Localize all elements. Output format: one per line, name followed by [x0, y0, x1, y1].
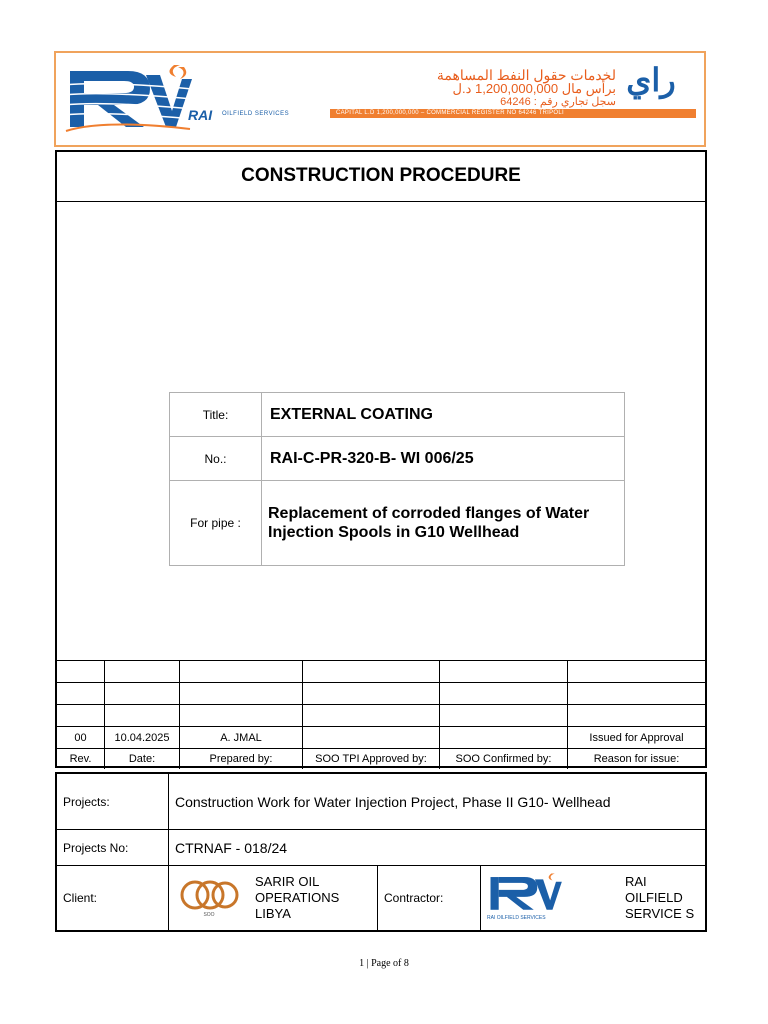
document-info-table [169, 392, 625, 566]
date-cell [105, 705, 180, 726]
rai-small-logo-text: RAI OILFIELD SERVICES [487, 915, 546, 921]
info-row-number [170, 437, 624, 481]
confirmed-cell [440, 683, 568, 704]
client-row [57, 866, 705, 930]
projects-no-label: Projects No: [57, 830, 169, 865]
tpi-approved-cell [303, 683, 440, 704]
arabic-company-line3: سجل تجاري رقم : 64246 [500, 96, 616, 108]
rev-header: Rev. [57, 749, 105, 769]
reason-cell [568, 661, 705, 682]
rev-cell [57, 683, 105, 704]
soo-emblem-icon [179, 878, 239, 912]
confirmed-cell [440, 661, 568, 682]
arabic-company-line2: برأس مال 1,200,000,000 د.ل [452, 81, 616, 96]
contractor-name: RAI OILFIELD SERVICE S [625, 874, 695, 921]
company-header-banner [54, 51, 706, 147]
rai-name: RAI [188, 107, 213, 123]
confirmed-header: SOO Confirmed by: [440, 749, 568, 769]
info-row-title [170, 393, 624, 437]
rev-cell: 00 [57, 727, 105, 748]
rai-subtitle: OILFIELD SERVICES [222, 111, 290, 117]
rai-logo-icon [64, 65, 194, 135]
document-number: RAI-C-PR-320-B- WI 006/25 [270, 450, 474, 467]
tpi-approved-header: SOO TPI Approved by: [303, 749, 440, 769]
table-row [57, 705, 705, 727]
page-number: 1 | Page of 8 [359, 958, 409, 969]
contractor-logo-cell [481, 866, 619, 930]
arabic-brand-mark: راي [626, 62, 676, 98]
date-header: Date: [105, 749, 180, 769]
info-row-pipe [170, 481, 624, 565]
prepared-header: Prepared by: [180, 749, 303, 769]
info-label: Title: [170, 393, 262, 436]
pipe-description: Replacement of corroded flanges of Water Injection Spools in G10 Wellhead [268, 505, 590, 541]
rai-emblem-icon [487, 871, 563, 917]
rai-small-logo-icon [487, 871, 563, 925]
projects-label: Projects: [57, 774, 169, 829]
arabic-company-line1: لخدمات حقول النفط المساهمة [436, 67, 616, 83]
contractor-label: Contractor: [377, 866, 481, 930]
prepared-cell [180, 705, 303, 726]
tpi-approved-cell [303, 727, 440, 748]
soo-logo-text: SOO [203, 912, 215, 918]
capital-strip-text: CAPITAL L.D 1,200,000,000 – COMMERCIAL REGISTER NO 64246 TRIPOLI [336, 110, 564, 116]
projects-no-value: CTRNAF - 018/24 [175, 839, 288, 856]
projects-no-row [57, 830, 705, 866]
confirmed-cell [440, 727, 568, 748]
client-cell [169, 866, 377, 930]
projects-value: Construction Work for Water Injection Project, Phase II G10- Wellhead [175, 793, 611, 810]
rev-cell [57, 705, 105, 726]
client-name: SARIR OIL OPERATIONS LIBYA [255, 874, 340, 921]
date-cell [105, 683, 180, 704]
info-label: No.: [170, 437, 262, 480]
reason-cell [568, 683, 705, 704]
table-row [57, 661, 705, 683]
reason-header: Reason for issue: [593, 753, 680, 765]
project-table [55, 772, 707, 932]
prepared-cell [180, 661, 303, 682]
reason-cell: Issued for Approval [589, 731, 684, 744]
prepared-cell: A. JMAL [180, 727, 303, 748]
document-heading: CONSTRUCTION PROCEDURE [57, 152, 705, 202]
date-cell [105, 661, 180, 682]
document-frame [55, 150, 707, 768]
rev-cell [57, 661, 105, 682]
document-title: EXTERNAL COATING [270, 406, 433, 423]
reason-cell [568, 705, 705, 726]
confirmed-cell [440, 705, 568, 726]
revision-header-row [57, 749, 705, 769]
projects-row [57, 774, 705, 830]
tpi-approved-cell [303, 661, 440, 682]
table-row [57, 683, 705, 705]
info-label: For pipe : [170, 481, 262, 565]
prepared-cell [180, 683, 303, 704]
soo-logo-icon [177, 875, 241, 921]
date-cell: 10.04.2025 [105, 727, 180, 748]
revision-table [57, 660, 705, 767]
tpi-approved-cell [303, 705, 440, 726]
table-row [57, 727, 705, 749]
client-label: Client: [57, 866, 169, 930]
